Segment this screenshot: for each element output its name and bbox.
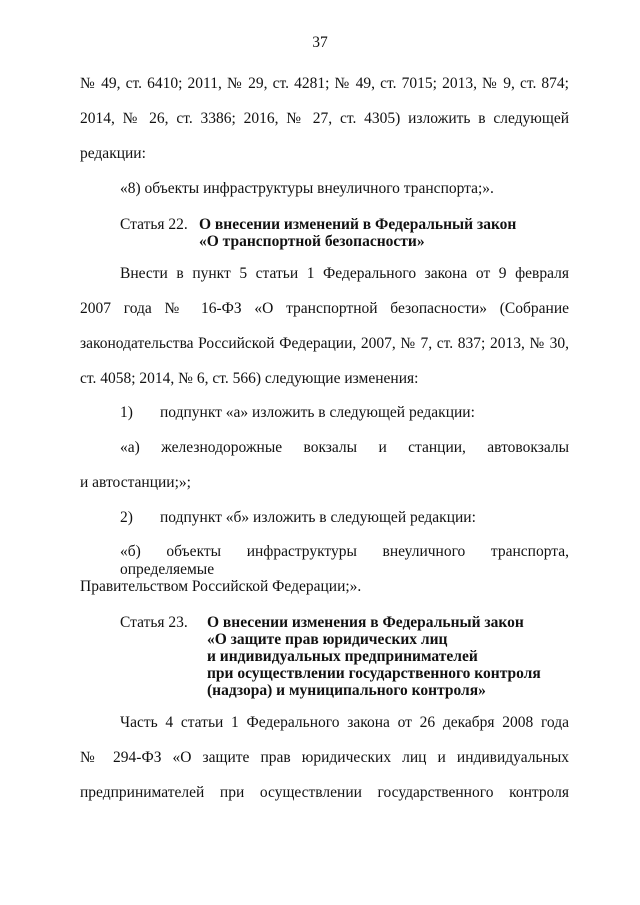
- title-line: и индивидуальных предпринимателей: [207, 648, 478, 665]
- quoted-amendment: «а) железнодорожные вокзалы и станции, автовокзалы: [120, 439, 569, 456]
- text-line: ст. 4058; 2014, № 6, ст. 566) следующие изменения:: [80, 370, 419, 387]
- title-line: «О защите прав юридических лиц: [207, 631, 448, 648]
- quoted-amendment: «б) объекты инфраструктуры внеуличного транспорта, определяемые: [120, 543, 569, 578]
- text-line: предпринимателей при осуществлении государственного контроля: [80, 784, 569, 801]
- quoted-amendment: «8) объекты инфраструктуры внеуличного транспорта;».: [120, 180, 494, 197]
- text-line: 2007 года № 16-ФЗ «О транспортной безопасности» (Собрание: [80, 300, 569, 317]
- title-line: при осуществлении государственного контроля: [207, 665, 541, 682]
- text-line: Правительством Российской Федерации;».: [80, 578, 362, 595]
- text-line: 2014, № 26, ст. 3386; 2016, № 27, ст. 4305) изложить в следующей: [80, 110, 569, 127]
- text-line: № 49, ст. 6410; 2011, № 29, ст. 4281; № 49, ст. 7015; 2013, № 9, ст. 874;: [80, 75, 569, 92]
- page-number: 37: [312, 34, 328, 51]
- list-item-number: 2): [120, 509, 133, 526]
- title-line: О внесении изменений в Федеральный закон: [199, 216, 517, 233]
- title-line: О внесении изменения в Федеральный закон: [207, 614, 524, 631]
- article-23-label: Статья 23.: [120, 614, 188, 631]
- list-item-number: 1): [120, 404, 133, 421]
- article-22-title: [199, 216, 516, 250]
- title-line: (надзора) и муниципального контроля»: [207, 682, 486, 699]
- text-line: Часть 4 статьи 1 Федерального закона от 26 декабря 2008 года: [120, 714, 569, 731]
- article-23-title: [207, 614, 541, 699]
- title-line: «О транспортной безопасности»: [199, 233, 425, 250]
- list-item-text: подпункт «а» изложить в следующей редакции:: [160, 404, 475, 421]
- text-line: и автостанции;»;: [80, 474, 191, 491]
- article-22-label: Статья 22.: [120, 216, 188, 233]
- list-item-text: подпункт «б» изложить в следующей редакции:: [160, 509, 476, 526]
- text-line: № 294-ФЗ «О защите прав юридических лиц и индивидуальных: [80, 749, 569, 766]
- text-line: Внести в пункт 5 статьи 1 Федерального закона от 9 февраля: [120, 265, 569, 282]
- text-line: законодательства Российской Федерации, 2007, № 7, ст. 837; 2013, № 30,: [80, 335, 569, 352]
- text-line: редакции:: [80, 145, 146, 162]
